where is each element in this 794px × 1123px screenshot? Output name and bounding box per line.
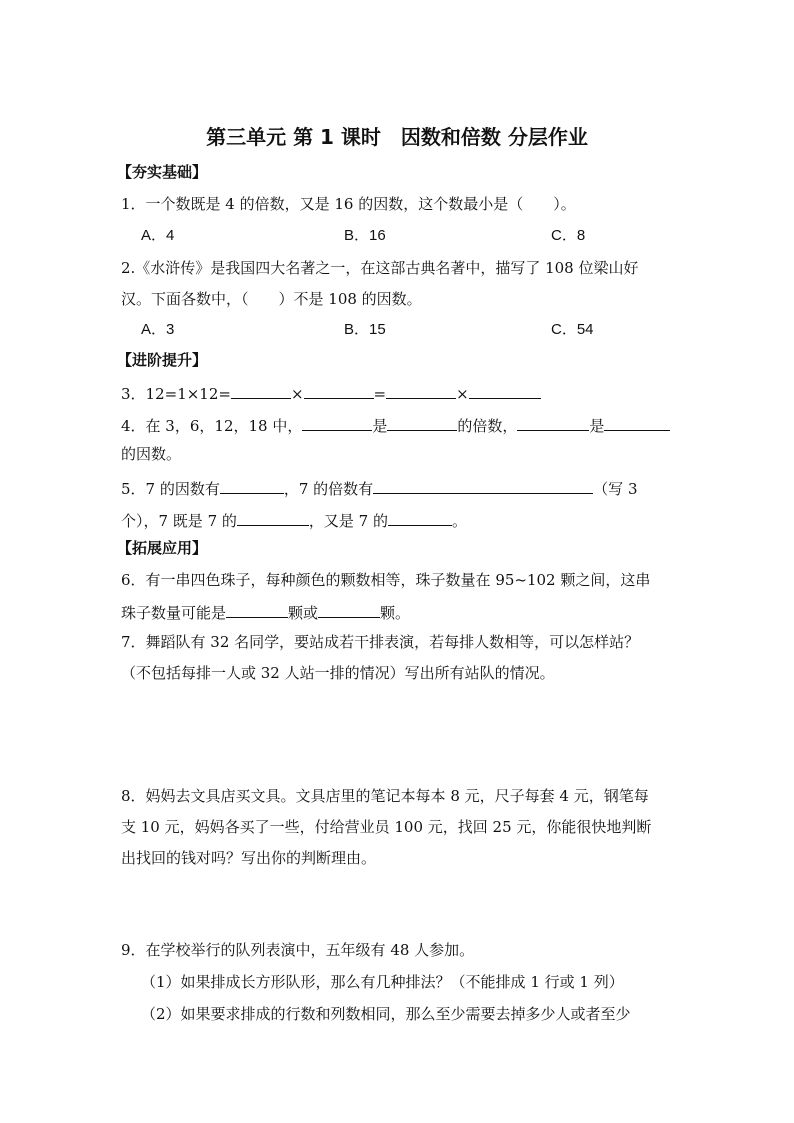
question-1: 1．一个数既是 4 的倍数，又是 16 的因数，这个数最小是（ ）。 <box>121 195 576 213</box>
q5-mid: ，7 的倍数有 <box>283 480 374 498</box>
question-9-sub1: （1）如果排成长方形队形，那么有几种排法？（不能排成 1 行或 1 列） <box>141 973 624 991</box>
section-extension: 【拓展应用】 <box>117 539 208 557</box>
question-8-line3: 出找回的钱对吗？写出你的判断理由。 <box>121 849 377 867</box>
q5-note: （写 3 <box>593 480 638 498</box>
question-2-line2: 汉。下面各数中，（ ）不是 108 的因数。 <box>121 290 422 308</box>
question-5-line2 <box>121 509 467 531</box>
question-6-line2 <box>121 601 410 623</box>
q3-equals: = <box>373 385 387 403</box>
q1-option-a: A．4 <box>141 227 175 244</box>
q2-option-a: A．3 <box>141 321 175 338</box>
q1-option-b: B．16 <box>344 227 386 244</box>
question-7-line1: 7．舞蹈队有 32 名同学，要站成若干排表演，若每排人数相等，可以怎样站？ <box>121 633 640 651</box>
question-9-line1: 9．在学校举行的队列表演中，五年级有 48 人参加。 <box>121 941 475 959</box>
question-6-line1: 6．有一串四色珠子，每种颜色的颗数相等，珠子数量在 95~102 颗之间，这串 <box>121 571 651 589</box>
q3-blank-4[interactable] <box>469 382 541 399</box>
question-8-line1: 8．妈妈去文具店买文具。文具店里的笔记本每本 8 元，尺子每套 4 元，钢笔每 <box>121 787 649 805</box>
q5-start: 5．7 的因数有 <box>121 480 220 498</box>
q4-blank-1[interactable] <box>302 414 372 431</box>
q3-blank-2[interactable] <box>304 382 374 399</box>
question-9-sub2: （2）如果要求排成的行数和列数相同，那么至少需要去掉多少人或者至少 <box>141 1005 631 1023</box>
q4-start: 4．在 3，6，12，18 中， <box>121 417 303 435</box>
q4-is-1: 是 <box>372 417 388 435</box>
q3-blank-3[interactable] <box>386 382 456 399</box>
q4-is-2: 是 <box>589 417 605 435</box>
q2-option-c: C．54 <box>551 321 594 338</box>
page-title: 第三单元 第 1 课时 因数和倍数 分层作业 <box>206 125 588 149</box>
q5-blank-2[interactable] <box>373 477 593 494</box>
q6-blank-2[interactable] <box>318 601 380 618</box>
q4-blank-4[interactable] <box>604 414 670 431</box>
q4-blank-2[interactable] <box>387 414 457 431</box>
question-2-line1: 2.《水浒传》是我国四大名著之一，在这部古典名著中，描写了 108 位梁山好 <box>121 259 639 277</box>
q6-line2-mid: 颗或 <box>288 604 319 622</box>
q3-start: 3．12=1×12= <box>121 385 231 403</box>
q1-option-c: C．8 <box>551 227 586 244</box>
q4-multiple-of: 的倍数， <box>457 417 518 435</box>
q6-blank-1[interactable] <box>226 601 288 618</box>
q6-line2-start: 珠子数量可能是 <box>121 604 227 622</box>
q2-option-b: B．15 <box>344 321 386 338</box>
q5-blank-3[interactable] <box>237 509 309 526</box>
q3-times-1: × <box>290 385 304 403</box>
question-4-line2: 的因数。 <box>121 445 182 463</box>
q4-blank-3[interactable] <box>517 414 589 431</box>
q5-line2-mid: ，又是 7 的 <box>308 512 388 530</box>
q5-blank-4[interactable] <box>388 509 452 526</box>
question-8-line2: 支 10 元，妈妈各买了一些，付给营业员 100 元，找回 25 元，你能很快地判断 <box>121 818 652 836</box>
question-3 <box>121 382 541 404</box>
question-4-line1 <box>121 414 670 436</box>
question-7-line2: （不包括每排一人或 32 人站一排的情况）写出所有站队的情况。 <box>121 664 555 682</box>
section-advanced: 【进阶提升】 <box>117 351 208 369</box>
q3-times-2: × <box>456 385 469 403</box>
q3-blank-1[interactable] <box>231 382 291 399</box>
section-basic: 【夯实基础】 <box>117 163 208 181</box>
question-5-line1 <box>121 477 637 499</box>
q5-blank-1[interactable] <box>220 477 284 494</box>
q5-line2-end: 。 <box>452 512 468 530</box>
q5-line2-start: 个），7 既是 7 的 <box>121 512 237 530</box>
q6-line2-end: 颗。 <box>380 604 411 622</box>
